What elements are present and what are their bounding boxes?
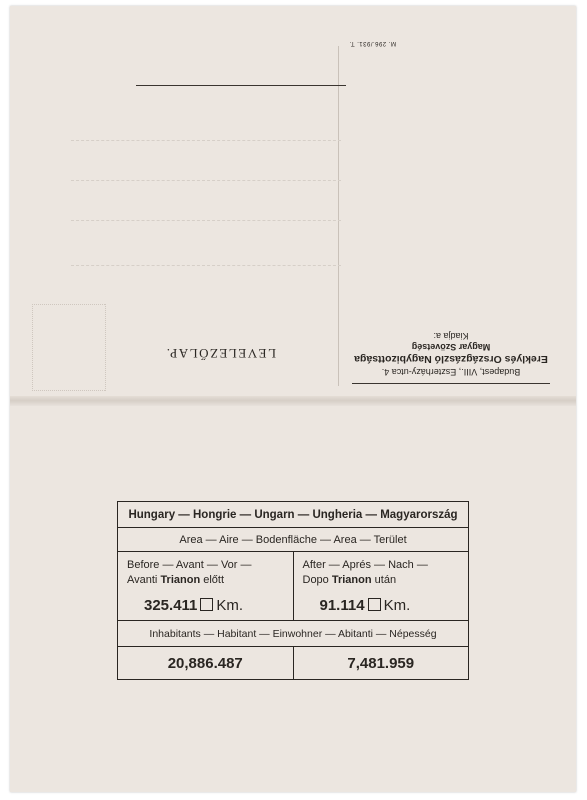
address-line <box>71 180 341 181</box>
area-before-label-suffix: előtt <box>203 574 225 586</box>
area-after-label <box>303 558 469 588</box>
table-title: Hungary — Hongrie — Ungarn — Ungheria — Magyarország <box>128 509 458 521</box>
area-after-label-suffix: után <box>374 574 397 586</box>
population-values-row <box>118 647 468 679</box>
square-icon <box>368 598 381 611</box>
area-before-cell <box>118 552 294 620</box>
address-line <box>71 220 341 221</box>
area-before-unit: Km. <box>216 597 244 614</box>
area-before-label-prefix: Avanti <box>127 574 158 586</box>
postcard-heading: LEVELEZŐLAP. <box>165 346 276 361</box>
area-after-label-bold: Trianon <box>331 574 372 586</box>
vertical-divider <box>338 46 339 386</box>
publisher-address: Budapest, VIII., Eszterházy-utca 4. <box>381 367 521 377</box>
population-after: 7,481.959 <box>347 655 415 672</box>
area-after-label-line1: After — Aprés — Nach — <box>302 559 428 571</box>
area-after-cell <box>294 552 469 620</box>
area-before-number: 325.411 <box>144 597 198 614</box>
inverted-address-panel <box>10 6 576 396</box>
address-line-solid <box>136 85 346 86</box>
postcard-address-side <box>10 6 576 396</box>
population-before: 20,886.487 <box>118 647 294 679</box>
address-line <box>71 265 341 266</box>
table-title-row <box>118 502 468 528</box>
area-before-value <box>127 597 293 614</box>
postcard <box>10 6 576 792</box>
area-after-value <box>303 597 469 614</box>
square-icon <box>200 598 213 611</box>
population-heading: Inhabitants — Habitant — Einwohner — Abitanti — Népesség <box>149 628 437 640</box>
publisher-org: Magyar Szövetség <box>411 342 491 352</box>
area-before-label-bold: Trianon <box>160 574 201 586</box>
area-after-label-prefix: Dopo <box>302 574 329 586</box>
print-code: M. 296./931. T. <box>348 40 396 46</box>
area-values-row <box>118 552 468 621</box>
area-after-unit: Km. <box>383 597 411 614</box>
publisher-name: Ereklyés Országzászló Nagybizottsága <box>354 353 548 365</box>
trianon-table <box>117 501 469 680</box>
publisher-label: Kiadja a: <box>433 331 469 341</box>
fold-crease <box>10 396 576 406</box>
stamp-area <box>32 304 106 391</box>
publisher-rule <box>352 383 550 384</box>
area-heading-row <box>118 528 468 552</box>
postcard-info-side <box>10 406 576 792</box>
area-after-number: 91.114 <box>319 597 365 614</box>
publisher-block <box>346 331 556 384</box>
area-heading: Area — Aire — Bodenfläche — Area — Terület <box>179 534 407 546</box>
address-line <box>71 140 341 141</box>
population-heading-row <box>118 621 468 647</box>
area-before-label <box>127 558 293 588</box>
area-before-label-line1: Before — Avant — Vor — <box>127 559 252 571</box>
